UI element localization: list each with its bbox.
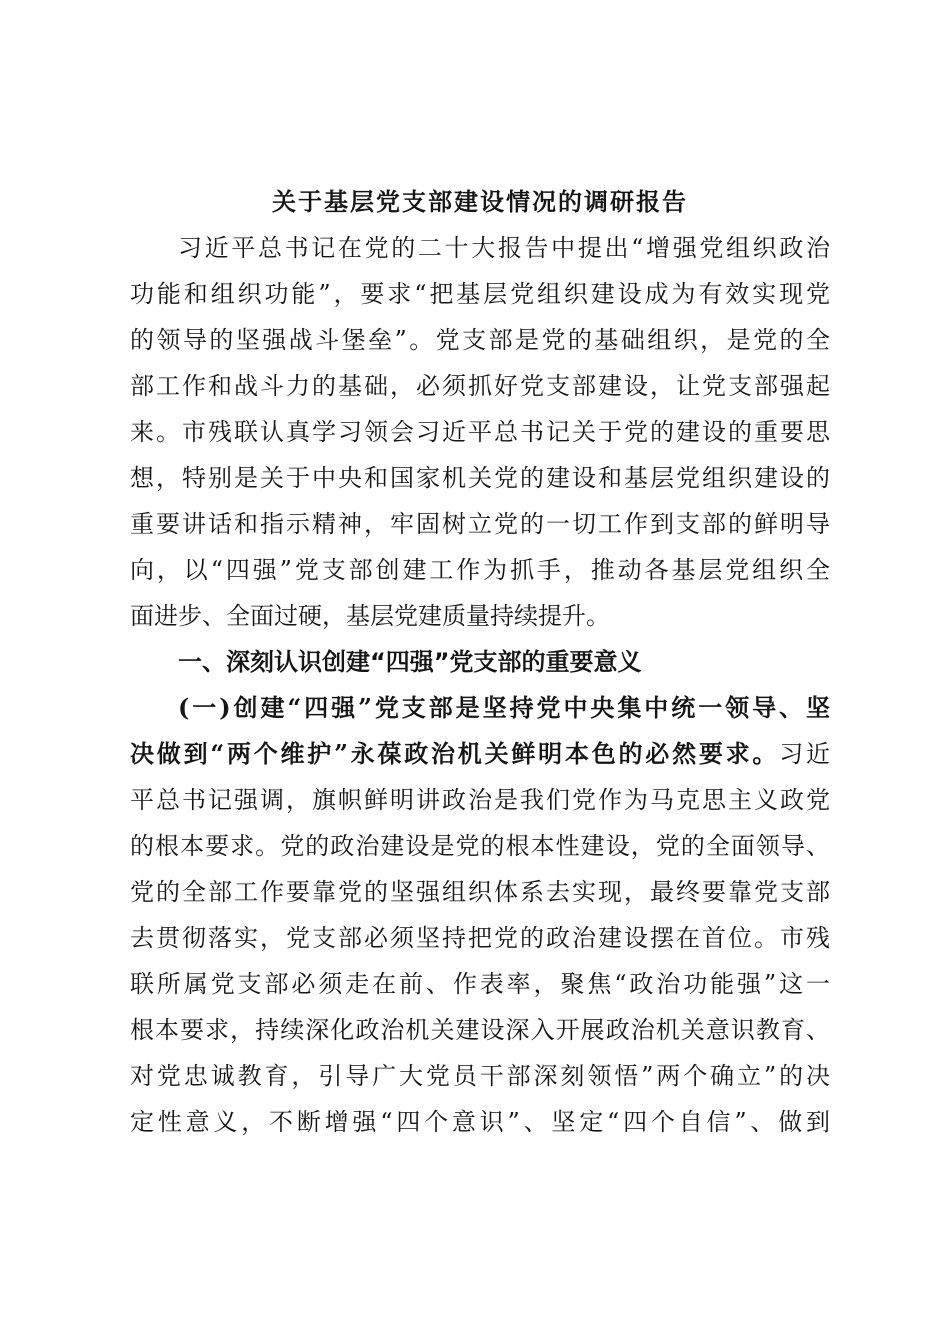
paragraph-line: 定性意义，不断增强“四个意识”、坚定“四个自信”、做到	[130, 1108, 830, 1136]
paragraph-line: 平总书记强调，旗帜鲜明讲政治是我们党作为马克思主义政党	[130, 786, 830, 814]
document-page	[130, 179, 830, 1145]
subsection-paragraph	[130, 685, 830, 1145]
paragraph-line: 去贯彻落实，党支部必须坚持把党的政治建设摆在首位。市残	[130, 924, 830, 952]
paragraph-line: 联所属党支部必须走在前、作表率，聚焦“政治功能强”这一	[130, 970, 830, 998]
document-title: 关于基层党支部建设情况的调研报告	[272, 187, 688, 216]
paragraph-line: 重要讲话和指示精神，牢固树立党的一切工作到支部的鲜明导	[130, 510, 830, 538]
subsection-title-end: 决做到“两个维护”永葆政治机关鲜明本色的必然要求。	[130, 739, 780, 768]
paragraph-line: 功能和组织功能”，要求“把基层党组织建设成为有效实现党	[130, 280, 830, 308]
paragraph-line: 习近平总书记在党的二十大报告中提出“增强党组织政治	[178, 234, 830, 262]
paragraph-line: 部工作和战斗力的基础，必须抓好党支部建设，让党支部强起	[130, 372, 830, 400]
paragraph-line: 面进步、全面过硬，基层党建质量持续提升。	[130, 602, 610, 630]
subsection-title-line: (一)创建“四强”党支部是坚持党中央集中统一领导、坚	[178, 693, 830, 722]
paragraph-line: 党的全部工作要靠党的坚强组织体系去实现，最终要靠党支部	[130, 878, 830, 906]
intro-paragraph	[130, 225, 830, 639]
paragraph-line: 的根本要求。党的政治建设是党的根本性建设，党的全面领导、	[130, 832, 830, 860]
paragraph-line: 根本要求，持续深化政治机关建设深入开展政治机关意识教育、	[130, 1016, 830, 1044]
section-heading: 一、深刻认识创建“四强”党支部的重要意义	[178, 648, 642, 676]
paragraph-line: 向，以“四强”党支部创建工作为抓手，推动各基层党组织全	[130, 556, 830, 584]
paragraph-line: 的领导的坚强战斗堡垒”。党支部是党的基础组织，是党的全	[130, 326, 830, 354]
paragraph-line: 想，特别是关于中央和国家机关党的建设和基层党组织建设的	[130, 464, 830, 492]
paragraph-line: 对党忠诚教育，引导广大党员干部深刻领悟”两个确立”的决	[130, 1062, 830, 1090]
paragraph-line: 来。市残联认真学习领会习近平总书记关于党的建设的重要思	[130, 418, 830, 446]
paragraph-line	[130, 731, 830, 777]
paragraph-text: 习近	[779, 740, 830, 768]
